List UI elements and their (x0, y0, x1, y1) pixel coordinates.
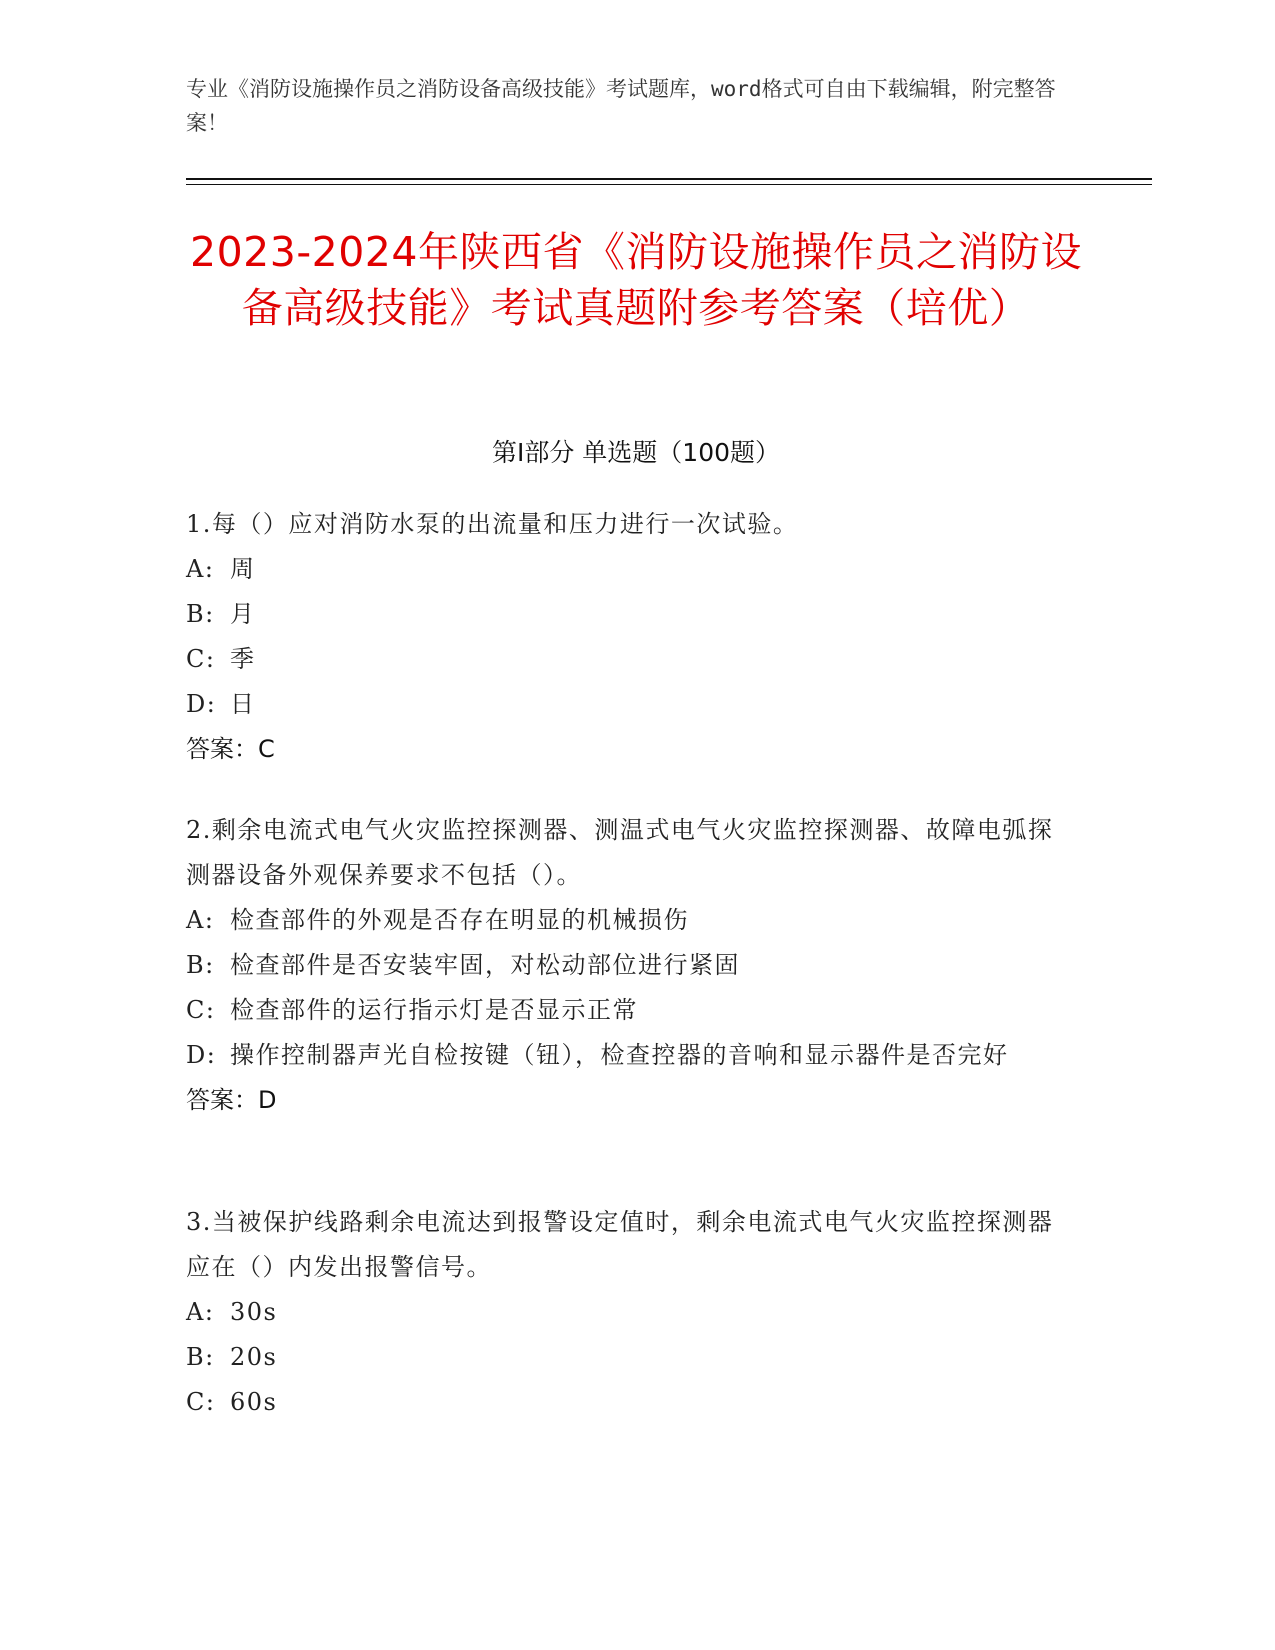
option-a (186, 898, 1076, 943)
header-divider-thick (186, 178, 1152, 180)
option-c (186, 637, 1076, 682)
option-label: C: (186, 1388, 216, 1416)
section-title: 第I部分 单选题（100题） (491, 438, 781, 467)
answer: 答案：C (186, 735, 275, 763)
option-b (186, 1335, 1076, 1380)
option-a (186, 547, 1076, 592)
option-text: 检查部件的运行指示灯是否显示正常 (230, 996, 638, 1024)
option-b (186, 592, 1076, 637)
option-text: 季 (230, 645, 256, 673)
question-text: 1.每（）应对消防水泵的出流量和压力进行一次试验。 (186, 510, 799, 538)
header-divider-thin (186, 184, 1152, 185)
question-1 (186, 502, 1076, 772)
option-a (186, 1290, 1076, 1335)
option-label: A: (186, 555, 215, 583)
option-c (186, 1380, 1076, 1425)
option-label: C: (186, 645, 216, 673)
option-text: 日 (230, 690, 256, 718)
option-label: A: (186, 906, 215, 934)
question-3 (186, 1200, 1076, 1425)
option-d (186, 682, 1076, 727)
answer: 答案：D (186, 1086, 277, 1114)
option-d (186, 1033, 1076, 1078)
question-text: 2.剩余电流式电气火灾监控探测器、测温式电气火灾监控探测器、故障电弧探测器设备外观保养要求不包括（）。 (186, 816, 1054, 889)
option-b (186, 943, 1076, 988)
option-label: D: (186, 690, 217, 718)
option-text: 月 (230, 600, 256, 628)
option-text: 60s (230, 1388, 278, 1416)
option-text: 30s (230, 1298, 278, 1326)
option-text: 周 (230, 555, 256, 583)
option-label: A: (186, 1298, 215, 1326)
option-c (186, 988, 1076, 1033)
question-text: 3.当被保护线路剩余电流达到报警设定值时，剩余电流式电气火灾监控探测器应在（）内发出报警信号。 (186, 1208, 1054, 1281)
question-2 (186, 808, 1076, 1123)
option-label: D: (186, 1041, 217, 1069)
option-text: 20s (230, 1343, 278, 1371)
option-text: 检查部件是否安装牢固，对松动部位进行紧固 (230, 951, 740, 979)
option-text: 操作控制器声光自检按键（钮），检查控器的音响和显示器件是否完好 (230, 1041, 1009, 1069)
document-title: 2023-2024年陕西省《消防设施操作员之消防设备高级技能》考试真题附参考答案（培优） (190, 228, 1082, 332)
header-note: 专业《消防设施操作员之消防设备高级技能》考试题库，word格式可自由下载编辑，附完整答案！ (186, 77, 1056, 135)
option-text: 检查部件的外观是否存在明显的机械损伤 (230, 906, 689, 934)
option-label: B: (186, 951, 215, 979)
option-label: C: (186, 996, 216, 1024)
option-label: B: (186, 1343, 215, 1371)
option-label: B: (186, 600, 215, 628)
